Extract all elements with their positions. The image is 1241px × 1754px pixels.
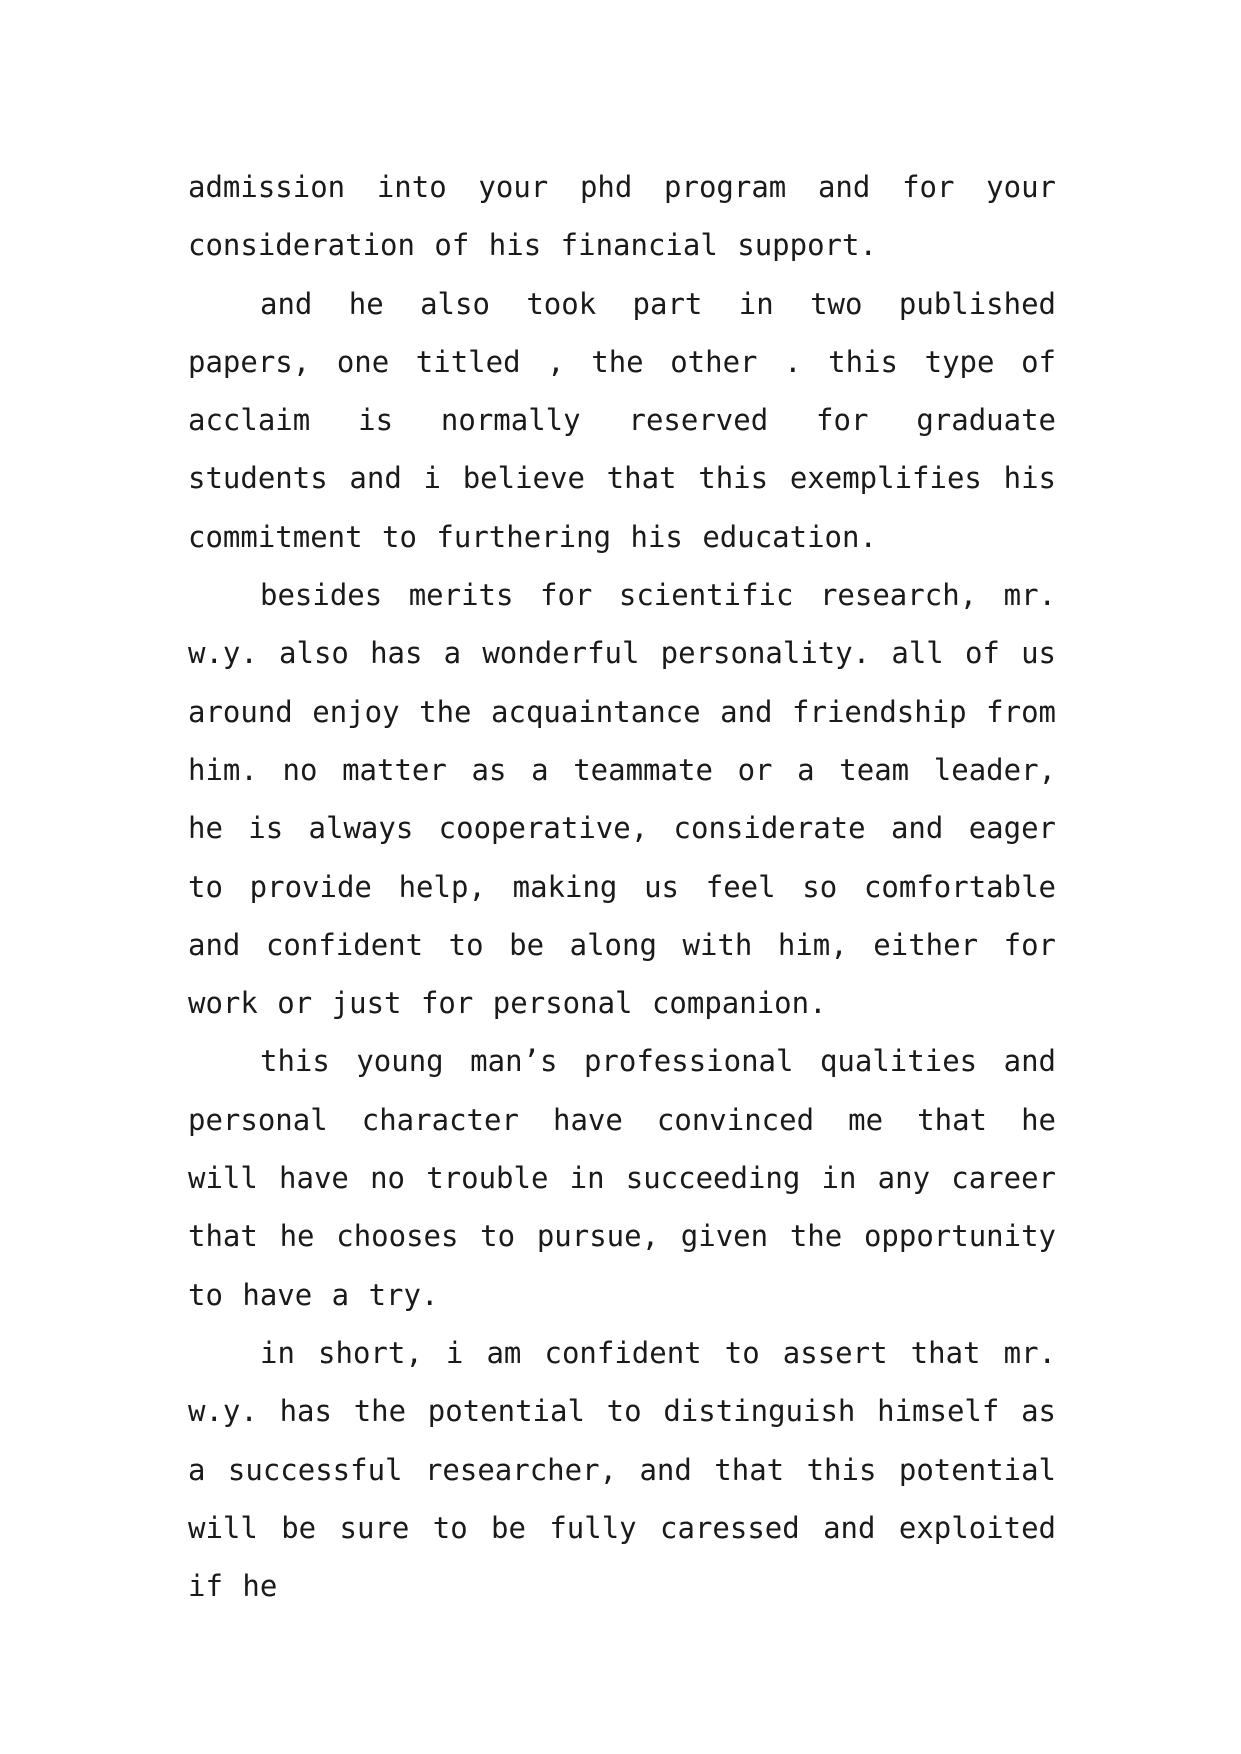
letter-body [188, 158, 1056, 1615]
paragraph-personality: besides merits for scientific research, mr. w.y. also has a wonderful personality. all of us around enjoy the acquaintance and friendship from him. no matter as a teammate or a team leader, he is always cooperative, considerate and eager to provide help, making us feel so comfortable and confident to be along with him, either for work or just for personal companion. [188, 578, 1056, 1021]
paragraph-conclusion: in short, i am confident to assert that mr. w.y. has the potential to distinguish himself as a successful researcher, and that this potential will be sure to be fully caressed and exploited if he [188, 1335, 1056, 1604]
paragraph-continuation: admission into your phd program and for your consideration of his financial support. [188, 170, 1056, 263]
paragraph-published-papers: and he also took part in two published papers, one titled , the other . this type of acclaim is normally reserved for graduate students and i believe that this exemplifies his commitment to furthering his education. [188, 286, 1056, 554]
paragraph-qualities: this young man’s professional qualities and personal character have convinced me that he will have no trouble in succeeding in any career that he chooses to pursue, given the opportunity to have a try. [188, 1044, 1056, 1312]
